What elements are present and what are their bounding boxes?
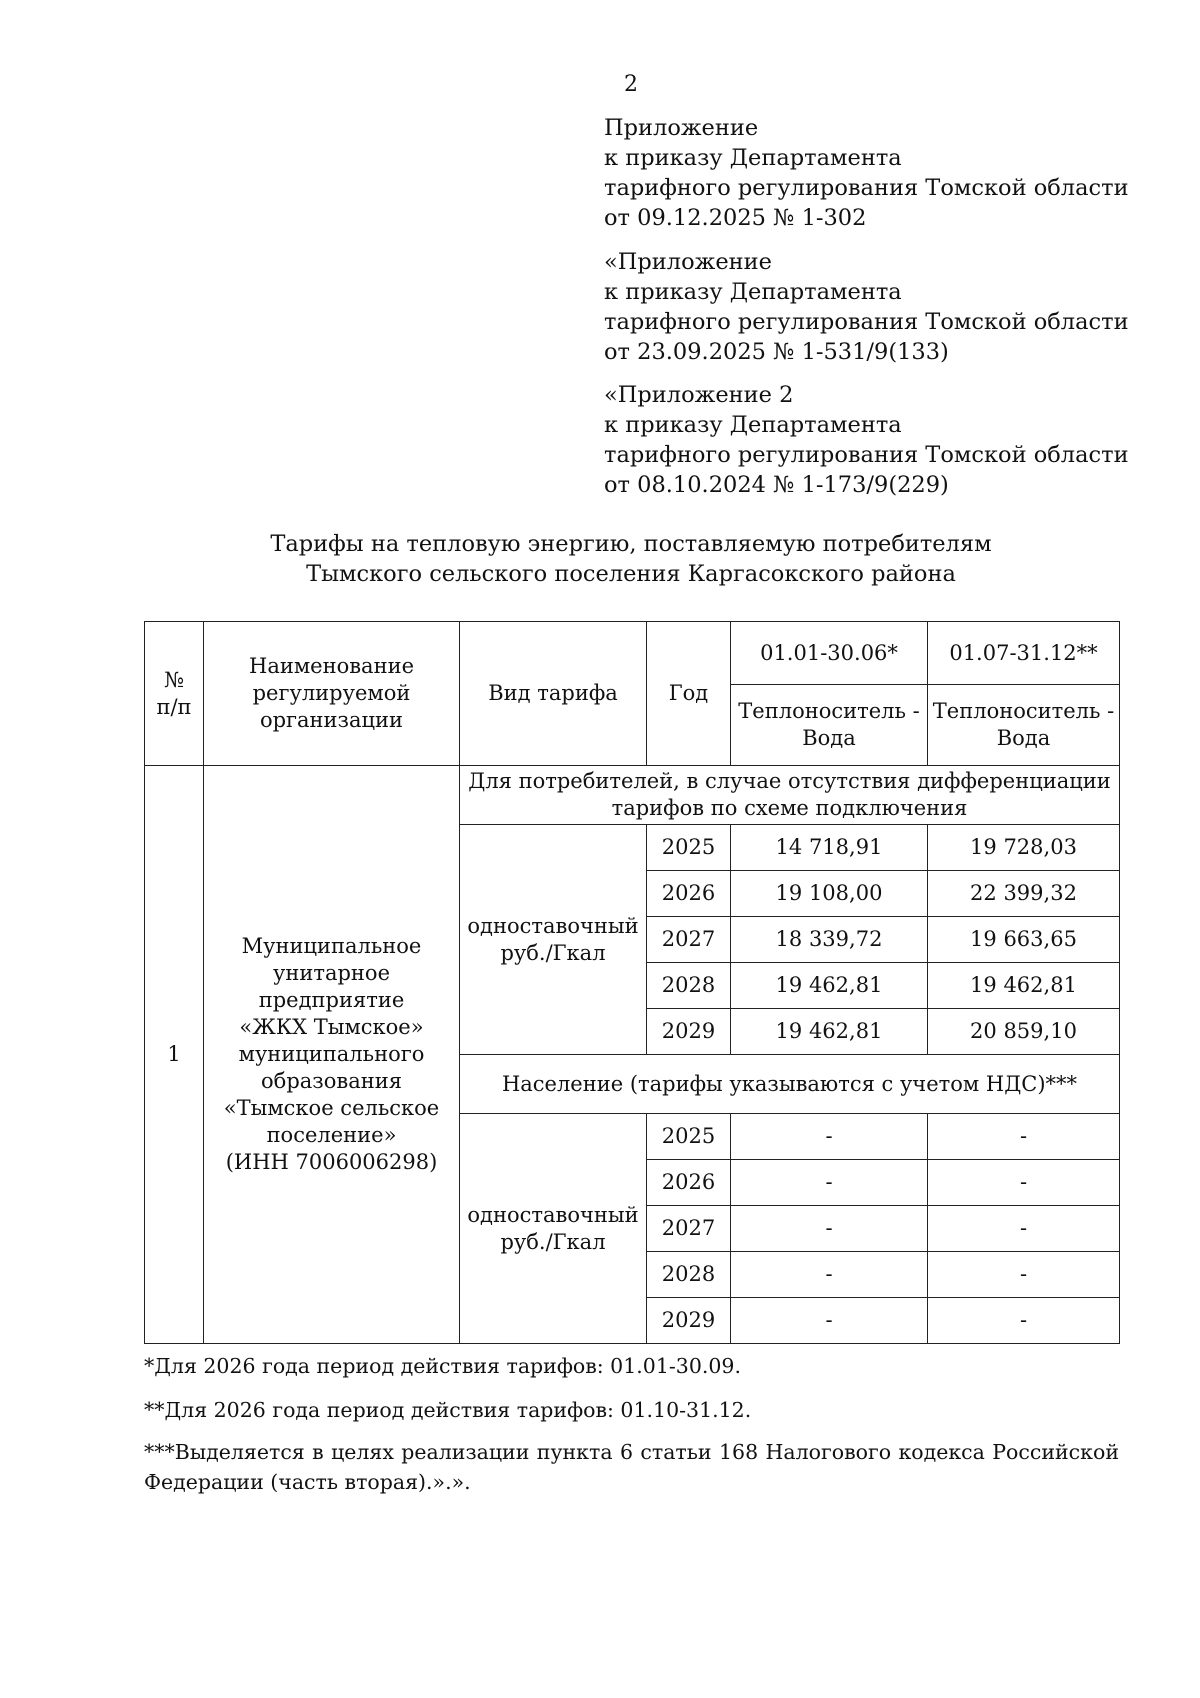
appendix-line: к приказу Департамента [604, 145, 902, 171]
value-cell: - [928, 1114, 1120, 1160]
org-line: «Тымское сельское [223, 1096, 440, 1120]
value-cell: 19 108,00 [731, 871, 928, 917]
header-period-2: 01.07-31.12** [928, 622, 1120, 685]
appendix-line: от 09.12.2025 № 1-302 [604, 205, 867, 231]
section-title [460, 1055, 1120, 1114]
header-carrier-line: Вода [802, 726, 856, 750]
page-number: 2 [624, 72, 638, 97]
header-num-line: п/п [156, 694, 192, 719]
header-carrier-line: Теплоноситель - [738, 699, 920, 723]
appendix-line: от 08.10.2024 № 1-173/9(229) [604, 472, 949, 498]
appendix-header-1 [604, 113, 1129, 233]
tariff-line: одноставочный [467, 1202, 639, 1227]
table-row [145, 766, 1120, 825]
header-carrier-1 [731, 685, 928, 766]
header-num-line: № [164, 667, 184, 692]
appendix-header-3 [604, 380, 1129, 500]
header-period-1: 01.01-30.06* [731, 622, 928, 685]
value-cell: - [731, 1114, 928, 1160]
value-cell: - [731, 1160, 928, 1206]
appendix-line: «Приложение 2 [604, 382, 794, 408]
year-cell: 2027 [647, 917, 731, 963]
value-cell: - [731, 1298, 928, 1344]
tariff-type-cell [460, 1114, 647, 1344]
tariff-type-cell [460, 825, 647, 1055]
value-cell: 19 728,03 [928, 825, 1120, 871]
year-cell: 2025 [647, 825, 731, 871]
section-title [460, 766, 1120, 825]
appendix-line: тарифного регулирования Томской области [604, 442, 1129, 468]
org-line: образования [261, 1069, 402, 1093]
org-name-cell [204, 766, 460, 1344]
value-cell: - [928, 1298, 1120, 1344]
org-line: предприятие [258, 988, 405, 1012]
footnote-3: ***Выделяется в целях реализации пункта 6 статьи 168 Налогового кодекса Российской Федерации (часть вторая).».». [144, 1440, 1119, 1494]
value-cell: 19 462,81 [928, 963, 1120, 1009]
tariff-line: руб./Гкал [500, 1229, 606, 1254]
org-line: «ЖКХ Тымское» [239, 1015, 424, 1039]
appendix-line: к приказу Департамента [604, 279, 902, 305]
header-carrier-line: Вода [996, 726, 1051, 750]
tariff-line: одноставочный [467, 913, 639, 938]
header-row [145, 622, 1120, 685]
section-title-line: Население (тарифы указываются с учетом НДС)*** [501, 1071, 1078, 1096]
footnote-2: **Для 2026 года период действия тарифов: 01.10-31.12. [144, 1398, 752, 1422]
header-org-name [204, 622, 460, 766]
document-title [0, 529, 1200, 589]
year-cell: 2029 [647, 1009, 731, 1055]
header-org-line: Наименование [249, 654, 414, 678]
value-cell: - [928, 1160, 1120, 1206]
value-cell: - [928, 1252, 1120, 1298]
appendix-header-2 [604, 247, 1129, 367]
header-year: Год [647, 622, 731, 766]
value-cell: 22 399,32 [928, 871, 1120, 917]
section-title-line: тарифов по схеме подключения [611, 796, 968, 820]
header-num [145, 622, 204, 766]
value-cell: 19 663,65 [928, 917, 1120, 963]
appendix-line: от 23.09.2025 № 1-531/9(133) [604, 339, 949, 365]
title-line-2: Тымского сельского поселения Каргасокского района [306, 561, 956, 587]
org-line: Муниципальное [241, 934, 422, 958]
appendix-line: тарифного регулирования Томской области [604, 175, 1129, 201]
tariff-line: руб./Гкал [500, 940, 606, 965]
value-cell: - [928, 1206, 1120, 1252]
footnote-1: *Для 2026 года период действия тарифов: 01.01-30.09. [144, 1354, 741, 1378]
year-cell: 2027 [647, 1206, 731, 1252]
org-line: поселение» [266, 1123, 397, 1147]
year-cell: 2028 [647, 1252, 731, 1298]
year-cell: 2028 [647, 963, 731, 1009]
year-cell: 2026 [647, 871, 731, 917]
org-line: унитарное [273, 961, 390, 985]
row-number: 1 [145, 766, 204, 1344]
year-cell: 2025 [647, 1114, 731, 1160]
appendix-line: «Приложение [604, 249, 772, 275]
title-line-1: Тарифы на тепловую энергию, поставляемую потребителям [270, 531, 992, 557]
section-title-line: Для потребителей, в случае отсутствия дифференциации [468, 769, 1111, 793]
org-line: (ИНН 7006006298) [225, 1150, 438, 1174]
value-cell: - [731, 1252, 928, 1298]
appendix-line: тарифного регулирования Томской области [604, 309, 1129, 335]
value-cell: - [731, 1206, 928, 1252]
header-tariff-type: Вид тарифа [460, 622, 647, 766]
header-org-line: регулируемой [252, 681, 411, 705]
header-carrier-2 [928, 685, 1120, 766]
value-cell: 19 462,81 [731, 963, 928, 1009]
header-org-line: организации [259, 708, 404, 732]
value-cell: 14 718,91 [731, 825, 928, 871]
value-cell: 18 339,72 [731, 917, 928, 963]
year-cell: 2029 [647, 1298, 731, 1344]
tariff-table [144, 621, 1120, 1344]
header-carrier-line: Теплоноситель - [932, 699, 1115, 723]
appendix-line: к приказу Департамента [604, 412, 902, 438]
appendix-line: Приложение [604, 115, 759, 141]
org-line: муниципального [238, 1042, 425, 1066]
year-cell: 2026 [647, 1160, 731, 1206]
value-cell: 19 462,81 [731, 1009, 928, 1055]
value-cell: 20 859,10 [928, 1009, 1120, 1055]
